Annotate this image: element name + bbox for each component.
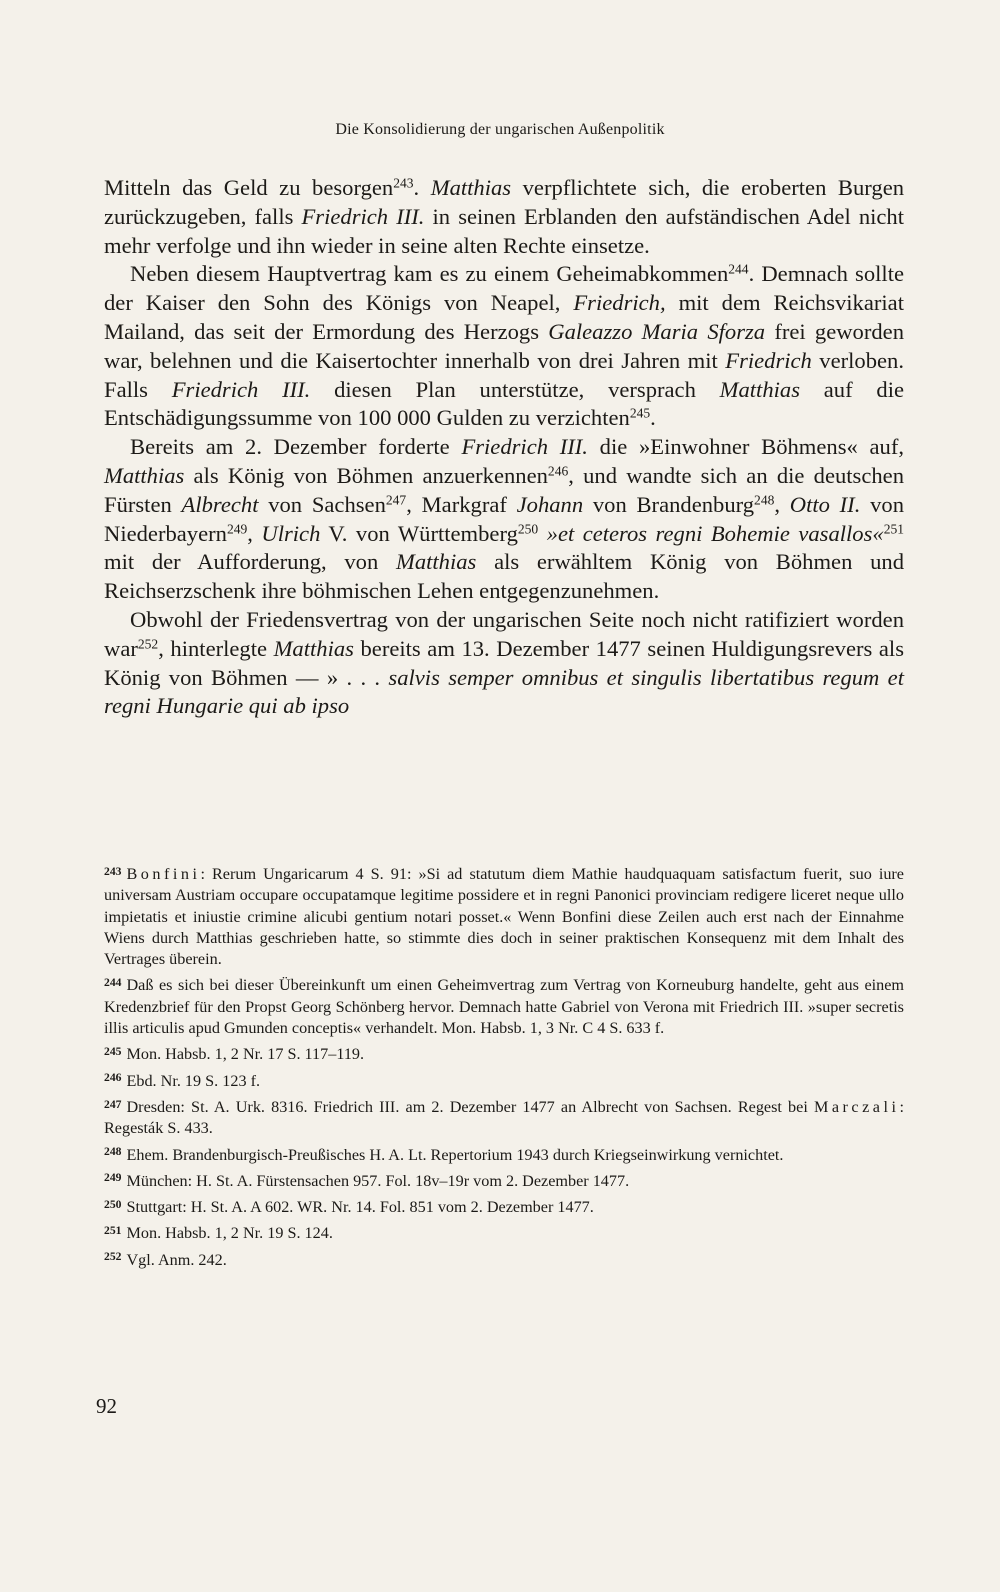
footnote <box>104 1223 904 1244</box>
text-run: in seinen Erblanden den aufständischen Adel nicht mehr verfolge und ihn wieder in seine alten Rechte einsetze. <box>104 203 904 258</box>
text-run: , und wandte sich an die deutschen Fürsten <box>104 462 904 517</box>
text-run: Vgl. Anm. 242. <box>126 1250 227 1269</box>
text-run: verloben. Falls <box>104 347 904 402</box>
text-run: Mon. Habsb. 1, 2 Nr. 19 S. 124. <box>126 1224 333 1243</box>
footnote-reference: 249 <box>226 521 248 537</box>
text-run: Neben diesem Hauptvertrag kam es zu einem Geheimabkommen <box>130 261 729 287</box>
text-run: Mon. Habsb. 1, 2 Nr. 17 S. 117–119. <box>126 1045 365 1064</box>
text-run: : Rerum Ungaricarum 4 S. 91: »Si ad statutum diem Mathie haudquaquam satisfactum fuerit, suo iure universam Austriam occupare occupatamque legitime possidere et in regni Panonici provinciam redigere liceret neque ullo impietatis et iniustie crimine alicubi gentium notari posset.« Wenn Bonfini diese Zeilen auch erst nach der Einnahme Wiens durch Matthias geschrieben hatte, so stimmte dies doch in seiner praktischen Konsequenz mit dem Inhalt des Vertrages überein. <box>104 865 904 969</box>
italic-text: Friedrich <box>725 347 812 373</box>
text-run: : Regesták S. 433. <box>104 1097 904 1138</box>
footnote <box>104 1250 904 1271</box>
footnote-number: 247 <box>104 1097 122 1111</box>
footnote-number: 243 <box>104 864 122 878</box>
italic-text: Otto II. <box>789 491 861 517</box>
text-run: . <box>650 405 656 431</box>
body-text <box>104 174 904 721</box>
text-run: als König von Böhmen anzuerkennen <box>184 462 548 488</box>
italic-text: Matthias <box>273 635 354 661</box>
paragraph <box>104 174 904 260</box>
footnote-reference: 244 <box>728 261 749 277</box>
italic-text: Friedrich, <box>573 290 666 316</box>
footnote <box>104 1171 904 1192</box>
footnote-reference: 251 <box>883 521 905 537</box>
footnote-number: 248 <box>104 1145 122 1159</box>
text-run: , Markgraf <box>406 491 517 517</box>
footnote <box>104 1145 904 1166</box>
text-run: Mitteln das Geld zu besorgen <box>104 175 394 200</box>
italic-text: Friedrich III. <box>461 434 588 460</box>
text-run: . Demnach sollte der Kaiser den Sohn des Königs von Neapel, <box>104 261 905 316</box>
footnote-number: 244 <box>104 976 122 990</box>
italic-text: Friedrich III. <box>171 376 311 402</box>
text-run: mit dem Reichsvikariat Mailand, das seit der Ermordung des Herzogs <box>104 290 904 344</box>
text-run <box>538 521 546 546</box>
text-run: mit der Aufforderung, von <box>104 549 396 575</box>
footnote-number: 245 <box>104 1044 122 1058</box>
text-run: frei geworden war, belehnen und die Kaisertochter innerhalb von drei Jahren mit <box>104 318 904 373</box>
text-run: als erwähltem König von Böhmen und Reichserzschenk ihre böhmischen Lehen entgegenzunehmen. <box>104 549 904 604</box>
footnote-reference: 250 <box>517 521 539 537</box>
italic-text: Matthias <box>719 376 800 402</box>
footnote-number: 252 <box>104 1250 122 1264</box>
italic-text: Galeazzo Maria Sforza <box>548 318 766 344</box>
text-run: Ehem. Brandenburgisch-Preußisches H. A. Lt. Repertorium 1943 durch Kriegseinwirkung vernichtet. <box>126 1145 784 1164</box>
footnote <box>104 1071 904 1092</box>
footnote-number: 249 <box>104 1171 122 1185</box>
italic-text: »et ceteros regni Bohemie vasallos« <box>546 520 884 546</box>
footnote-reference: 252 <box>137 636 159 652</box>
footnote <box>104 1197 904 1218</box>
italic-text: salvis semper omnibus et singulis libertatibus regum et regni Hungarie qui ab ipso <box>104 664 904 719</box>
footnote-number: 246 <box>104 1071 122 1085</box>
text-run: von Brandenburg <box>583 491 755 517</box>
text-run: Obwohl der Friedensvertrag von der ungarischen Seite noch nicht ratifiziert worden war <box>104 606 904 661</box>
footnote <box>104 864 904 970</box>
text-run: von Sachsen <box>258 491 386 517</box>
text-run: , <box>247 520 262 546</box>
paragraph <box>104 606 904 721</box>
text-run: V. von Württemberg <box>320 520 518 546</box>
italic-text: Matthias <box>104 462 185 488</box>
footnote <box>104 1044 904 1065</box>
footnote-number: 251 <box>104 1224 122 1238</box>
footnote-reference: 246 <box>547 463 569 479</box>
text-run: Ebd. Nr. 19 S. 123 f. <box>126 1071 261 1090</box>
running-head: Die Konsolidierung der ungarischen Außenpolitik <box>335 121 665 138</box>
footnote <box>104 975 904 1039</box>
text-run: von Niederbayern <box>104 491 904 546</box>
text-run: Daß es sich bei dieser Übereinkunft um einen Geheimvertrag zum Vertrag von Korneuburg handelte, geht aus einem Kredenzbrief für den Propst Georg Schönberg hervor. Demnach hatte Gabriel von Verona mit Friedrich III. »super secretis illis articulis apud Gmunden conceptis« verhandelt. Mon. Habsb. 1, 3 Nr. C 4 S. 633 f. <box>104 976 904 1038</box>
text-run: Dresden: St. A. Urk. 8316. Friedrich III. am 2. Dezember 1477 an Albrecht von Sachsen. Regest bei <box>126 1097 814 1116</box>
italic-text: Ulrich <box>261 520 321 546</box>
text-run: Bereits am 2. Dezember forderte <box>130 434 462 460</box>
italic-text: Friedrich III. <box>301 203 425 229</box>
italic-text: Johann <box>516 491 584 517</box>
footnote-reference: 243 <box>393 175 414 191</box>
text-run: auf die Entschädigungssumme von 100 000 Gulden zu verzichten <box>104 376 904 431</box>
text-run: verpflichtete sich, die eroberten Burgen zurückzugeben, falls <box>104 175 905 229</box>
italic-text: Matthias <box>396 549 477 575</box>
text-run: Stuttgart: H. St. A. A 602. WR. Nr. 14. Fol. 851 vom 2. Dezember 1477. <box>126 1198 594 1217</box>
footnote-reference: 248 <box>754 492 775 508</box>
footnote-number: 250 <box>104 1197 122 1211</box>
footnote-reference: 245 <box>629 405 651 421</box>
author-name: Marczali <box>813 1097 900 1116</box>
text-run: die »Einwohner Böhmens« auf, <box>587 434 904 460</box>
text-run: , <box>774 491 790 517</box>
footnote-reference: 247 <box>385 492 407 508</box>
paragraph <box>104 433 904 606</box>
text-run: diesen Plan unterstütze, versprach <box>310 376 720 402</box>
italic-text: Albrecht <box>181 491 259 517</box>
footnotes <box>104 864 904 1276</box>
author-name: Bonfini <box>126 865 201 883</box>
italic-text: Matthias <box>430 175 512 200</box>
text-run: bereits am 13. Dezember 1477 seinen Huldigungsrevers als König von Böhmen — » . . . <box>104 635 904 690</box>
paragraph <box>104 260 904 433</box>
footnote <box>104 1097 904 1140</box>
text-run: München: H. St. A. Fürstensachen 957. Fol. 18v–19r vom 2. Dezember 1477. <box>126 1171 630 1190</box>
text-run: . <box>413 175 431 200</box>
text-run: , hinterlegte <box>158 635 274 661</box>
page-number: 92 <box>96 1394 117 1418</box>
